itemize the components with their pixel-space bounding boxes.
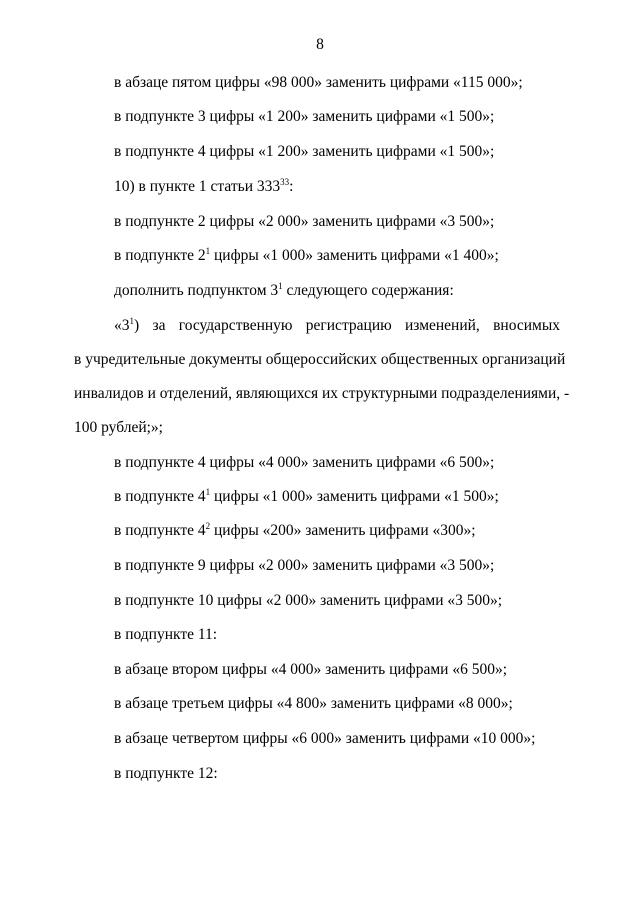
paragraph-line: в абзаце третьем цифры «4 800» заменить цифрами «8 000»; <box>114 695 513 712</box>
line-text: в подпункте 4 <box>114 522 206 539</box>
paragraph-line: в подпункте 9 цифры «2 000» заменить цифрами «3 500»; <box>114 557 495 574</box>
paragraph-line <box>114 178 293 196</box>
quote-line: 100 рублей;»; <box>74 419 163 436</box>
paragraph-line <box>114 247 499 265</box>
paragraph-line: в подпункте 4 цифры «1 200» заменить цифрами «1 500»; <box>114 143 495 160</box>
paragraph-line <box>114 488 499 506</box>
superscript: 1 <box>129 316 134 326</box>
page-number: 8 <box>316 36 324 53</box>
paragraph-line: в подпункте 11: <box>114 626 218 643</box>
paragraph-line: в подпункте 12: <box>114 765 218 782</box>
paragraph-line: в подпункте 10 цифры «2 000» заменить цифрами «3 500»; <box>114 592 503 609</box>
paragraph-line: в абзаце втором цифры «4 000» заменить цифрами «6 500»; <box>114 661 507 678</box>
superscript: 1 <box>205 246 211 256</box>
paragraph-line: в подпункте 2 цифры «2 000» заменить цифрами «3 500»; <box>114 213 495 230</box>
paragraph-line: в подпункте 3 цифры «1 200» заменить цифрами «1 500»; <box>114 108 495 125</box>
line-text: ) за государственную регистрацию изменений, вносимых <box>134 317 560 334</box>
superscript: 2 <box>205 521 211 531</box>
line-text: дополнить подпунктом 3 <box>114 282 279 299</box>
quote-line: в учредительные документы общероссийских общественных организаций <box>74 351 566 368</box>
superscript: 1 <box>205 487 211 497</box>
paragraph-line: в подпункте 4 цифры «4 000» заменить цифрами «6 500»; <box>114 454 495 471</box>
paragraph-line: в абзаце четвертом цифры «6 000» заменить цифрами «10 000»; <box>114 730 536 747</box>
line-text: в подпункте 4 <box>114 488 206 505</box>
line-text: цифры «200» заменить цифрами «300»; <box>210 522 476 539</box>
superscript: 1 <box>278 281 283 291</box>
line-text: цифры «1 000» заменить цифрами «1 400»; <box>210 247 499 264</box>
quote-line: инвалидов и отделений, являющихся их структурными подразделениями, - <box>74 385 570 402</box>
paragraph-line: в абзаце пятом цифры «98 000» заменить цифрами «115 000»; <box>114 74 523 91</box>
line-text: цифры «1 000» заменить цифрами «1 500»; <box>210 488 499 505</box>
line-text: 10) в пункте 1 статьи 333 <box>114 178 281 195</box>
quote-first-line <box>114 317 560 335</box>
paragraph-line <box>114 522 476 540</box>
superscript: 33 <box>280 177 290 187</box>
line-text: следующего содержания: <box>282 282 454 299</box>
paragraph-line <box>114 282 454 300</box>
line-text: в подпункте 2 <box>114 247 206 264</box>
line-text: : <box>289 178 294 195</box>
line-text: «3 <box>114 317 130 334</box>
